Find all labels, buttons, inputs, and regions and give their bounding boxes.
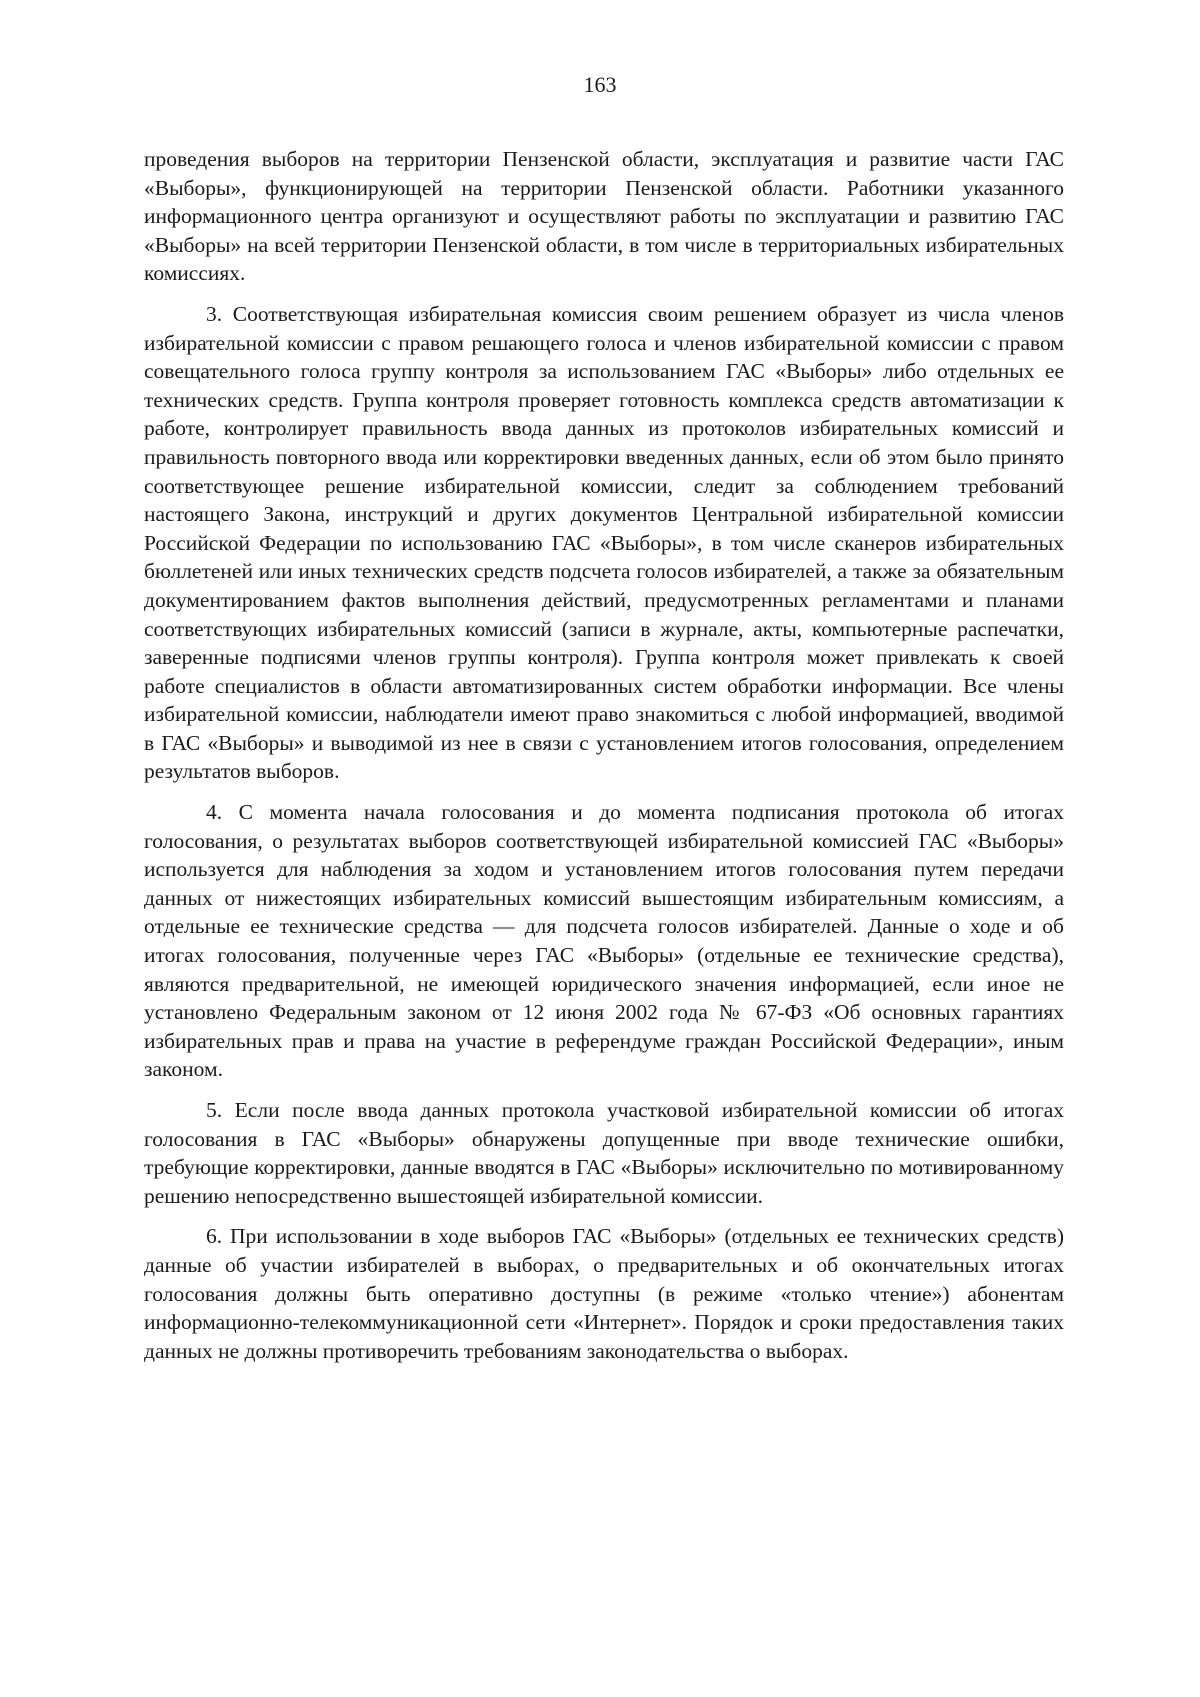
paragraph-item-6: 6. При использовании в ходе выборов ГАС «Выборы» (отдельных ее технических средств) данные об участии избирателей в выборах, о предварительных и об окончательных итогах голосования должны быть оперативно доступны (в режиме «только чтение») абонентам информационно-телекоммуникационной сети «Интернет». Порядок и сроки предоставления таких данных не должны противоречить требованиям законодательства о выборах. <box>144 1224 1064 1363</box>
paragraph-item-5: 5. Если после ввода данных протокола участковой избирательной комиссии об итогах голосования в ГАС «Выборы» обнаружены допущенные при вводе технические ошибки, требующие корректировки, данные вводятся в ГАС «Выборы» исключительно по мотивированному решению непосредственно вышестоящей избирательной комиссии. <box>144 1098 1064 1208</box>
paragraph-continuation: проведения выборов на территории Пензенской области, эксплуатация и развитие части ГАС «Выборы», функционирующей на территории Пензенской области. Работники указанного информационного центра организуют и осуществляют работы по эксплуатации и развитию ГАС «Выборы» на всей территории Пензенской области, в том числе в территориальных избирательных комиссиях. <box>144 147 1064 286</box>
paragraph-item-3: 3. Соответствующая избирательная комиссия своим решением образует из числа членов избирательной комиссии с правом решающего голоса и членов избирательной комиссии с правом совещательного голоса группу контроля за использованием ГАС «Выборы» либо отдельных ее технических средств. Группа контроля проверяет готовность комплекса средств автоматизации к работе, контролирует правильность ввода данных из протоколов избирательных комиссий и правильность повторного ввода или корректировки введенных данных, если об этом было принято соответствующее решение избирательной комиссии, следит за соблюдением требований настоящего Закона, инструкций и других документов Центральной избирательной комиссии Российской Федерации по использованию ГАС «Выборы», в том числе сканеров избирательных бюллетеней или иных технических средств подсчета голосов избирателей, а также за обязательным документированием фактов выполнения действий, предусмотренных регламентами и планами соответствующих избирательных комиссий (записи в журнале, акты, компьютерные распечатки, заверенные подписями членов группы контроля). Группа контроля может привлекать к своей работе специалистов в области автоматизированных систем обработки информации. Все члены избирательной комиссии, наблюдатели имеют право знакомиться с любой информацией, вводимой в ГАС «Выборы» и выводимой из нее в связи с установлением итогов голосования, определением результатов выборов. <box>144 301 1064 784</box>
document-body <box>144 145 1064 1377</box>
paragraph-item-4: 4. С момента начала голосования и до момента подписания протокола об итогах голосования, о результатах выборов соответствующей избирательной комиссией ГАС «Выборы» используется для наблюдения за ходом и установлением итогов голосования путем передачи данных от нижестоящих избирательных комиссий вышестоящим избирательным комиссиям, а отдельные ее технические средства — для подсчета голосов избирателей. Данные о ходе и об итогах голосования, полученные через ГАС «Выборы» (отдельные ее технические средства), являются предварительной, не имеющей юридического значения информацией, если иное не установлено Федеральным законом от 12 июня 2002 года № 67-ФЗ «Об основных гарантиях избирательных прав и права на участие в референдуме граждан Российской Федерации», иным законом. <box>144 800 1064 1082</box>
page-number: 163 <box>583 72 617 97</box>
